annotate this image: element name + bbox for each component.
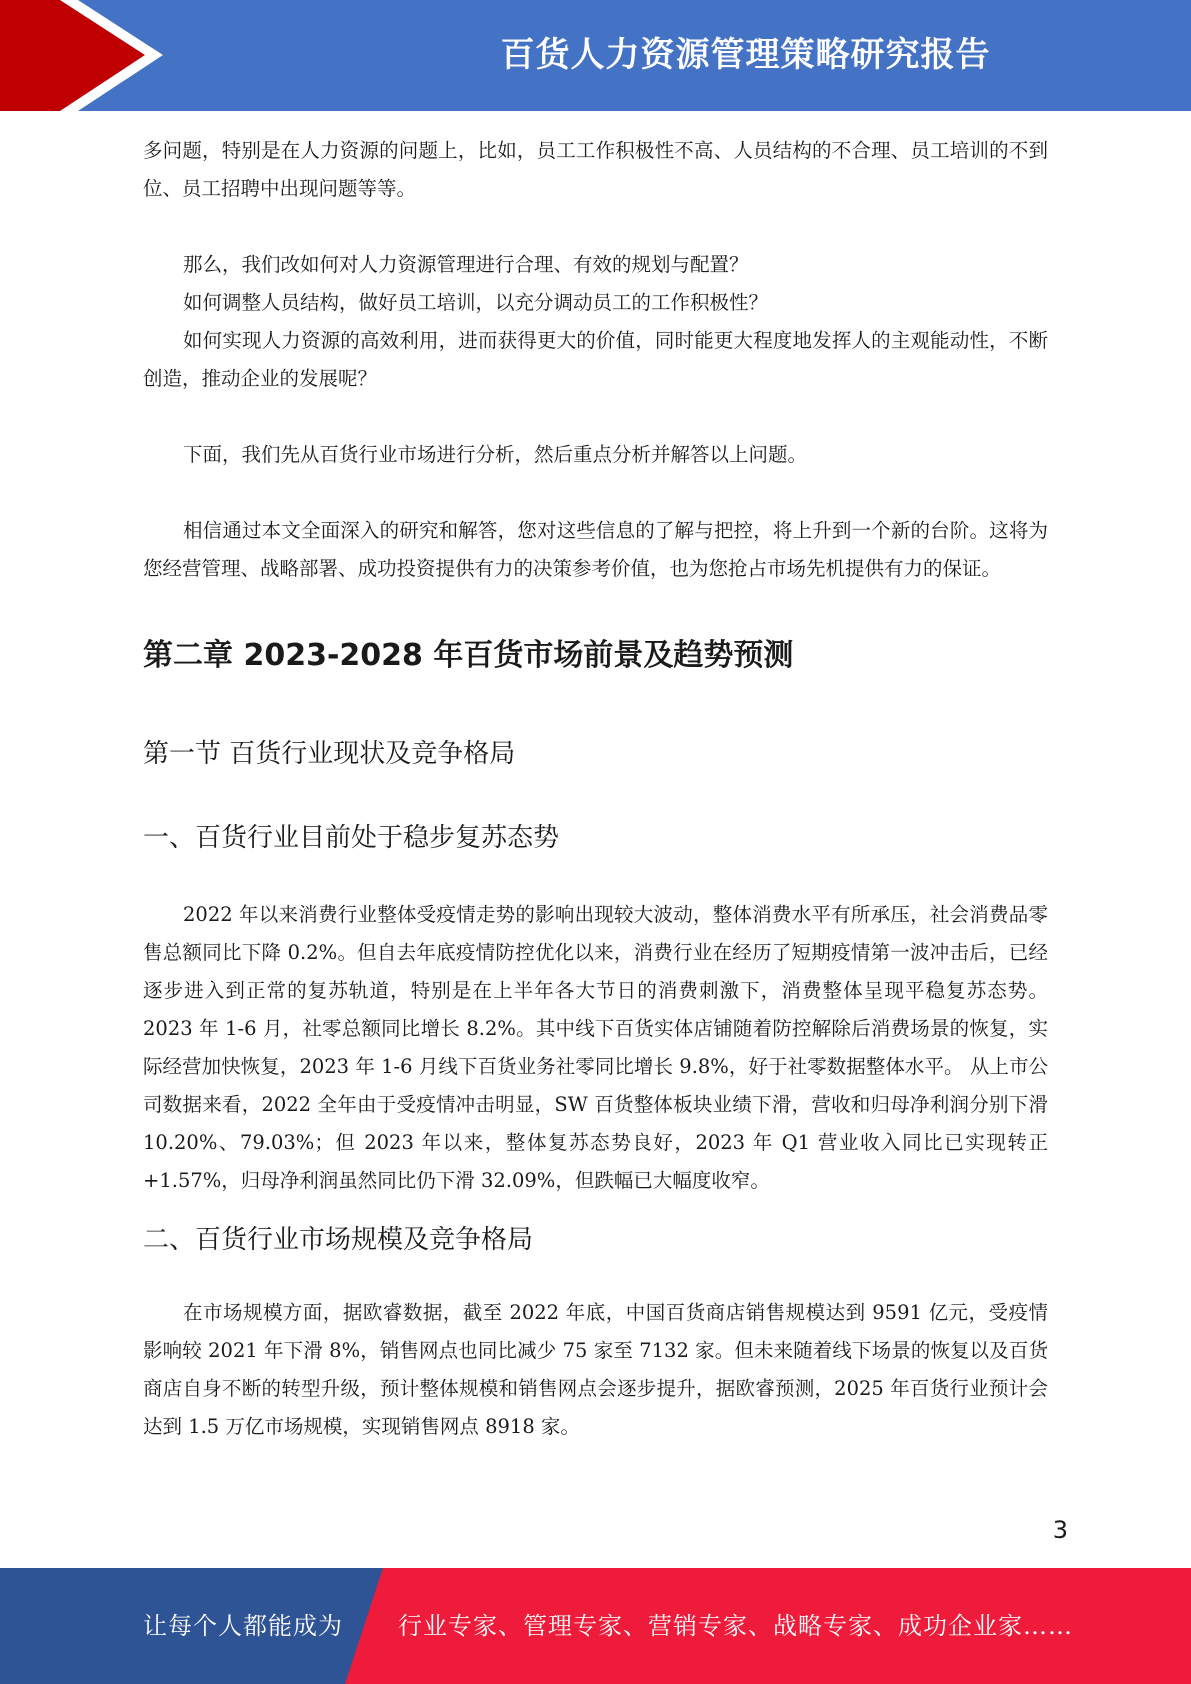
paragraph: 2022 年以来消费行业整体受疫情走势的影响出现较大波动，整体消费水平有所承压，社会消费品零售总额同比下降 0.2%。但自去年底疫情防控优化以来，消费行业在经历了短期疫情第一波冲击后，已经逐步进入到正常的复苏轨道，特别是在上半年各大节日的消费刺激下，消费整体呈现平稳复苏态势。2023 年 1-6 月，社零总额同比增长 8.2%。其中线下百货实体店铺随着防控解除后消费场景的恢复，实际经营加快恢复，2023 年 1-6 月线下百货业务社零同比增长 9.8%，好于社零数据整体水平。 从上市公司数据来看，2022 全年由于受疫情冲击明显，SW 百货整体板块业绩下滑，营收和归母净利润分别下滑 10.20%、79.03%；但 2023 年以来，整体复苏态势良好，2023 年 Q1 营业收入同比已实现转正+1.57%，归母净利润虽然同比仍下滑 32.09%，但跌幅已大幅度收窄。 bbox=[143, 903, 1048, 1192]
paragraph: 多问题，特别是在人力资源的问题上，比如，员工工作积极性不高、人员结构的不合理、员工培训的不到位、员工招聘中出现问题等等。 bbox=[143, 139, 1048, 200]
paragraph: 下面，我们先从百货行业市场进行分析，然后重点分析并解答以上问题。 bbox=[183, 443, 808, 466]
subsection-heading: 一、百货行业目前处于稳步复苏态势 bbox=[143, 823, 560, 853]
section-heading: 第一节 百货行业现状及竞争格局 bbox=[143, 739, 516, 769]
footer-slogan-right: 行业专家、管理专家、营销专家、战略专家、成功企业家…… bbox=[398, 1612, 1073, 1640]
footer-slogan-left: 让每个人都能成为 bbox=[143, 1612, 343, 1640]
paragraph: 相信通过本文全面深入的研究和解答，您对这些信息的了解与把控，将上升到一个新的台阶。这将为您经营管理、战略部署、成功投资提供有力的决策参考价值，也为您抢占市场先机提供有力的保证。 bbox=[143, 519, 1048, 580]
report-title: 百货人力资源管理策略研究报告 bbox=[500, 35, 991, 75]
chapter-heading: 第二章 2023-2028 年百货市场前景及趋势预测 bbox=[143, 638, 794, 673]
page-header bbox=[0, 0, 1191, 111]
paragraph: 如何实现人力资源的高效利用，进而获得更大的价值，同时能更大程度地发挥人的主观能动性，不断创造，推动企业的发展呢？ bbox=[143, 329, 1048, 390]
paragraph: 如何调整人员结构，做好员工培训，以充分调动员工的工作积极性？ bbox=[183, 291, 769, 314]
page-footer bbox=[0, 1568, 1191, 1684]
paragraph: 那么，我们改如何对人力资源管理进行合理、有效的规划与配置？ bbox=[183, 253, 749, 276]
page-number: 3 bbox=[1052, 1516, 1068, 1544]
paragraph: 在市场规模方面，据欧睿数据，截至 2022 年底，中国百货商店销售规模达到 9591 亿元，受疫情影响较 2021 年下滑 8%，销售网点也同比减少 75 家至 7132 家。但未来随着线下场景的恢复以及百货商店自身不断的转型升级，预计整体规模和销售网点会逐步提升，据欧睿预测，2025 年百货行业预计会达到 1.5 万亿市场规模，实现销售网点 8918 家。 bbox=[143, 1301, 1048, 1438]
page-content bbox=[143, 132, 1048, 1446]
subsection-heading: 二、百货行业市场规模及竞争格局 bbox=[143, 1225, 534, 1255]
